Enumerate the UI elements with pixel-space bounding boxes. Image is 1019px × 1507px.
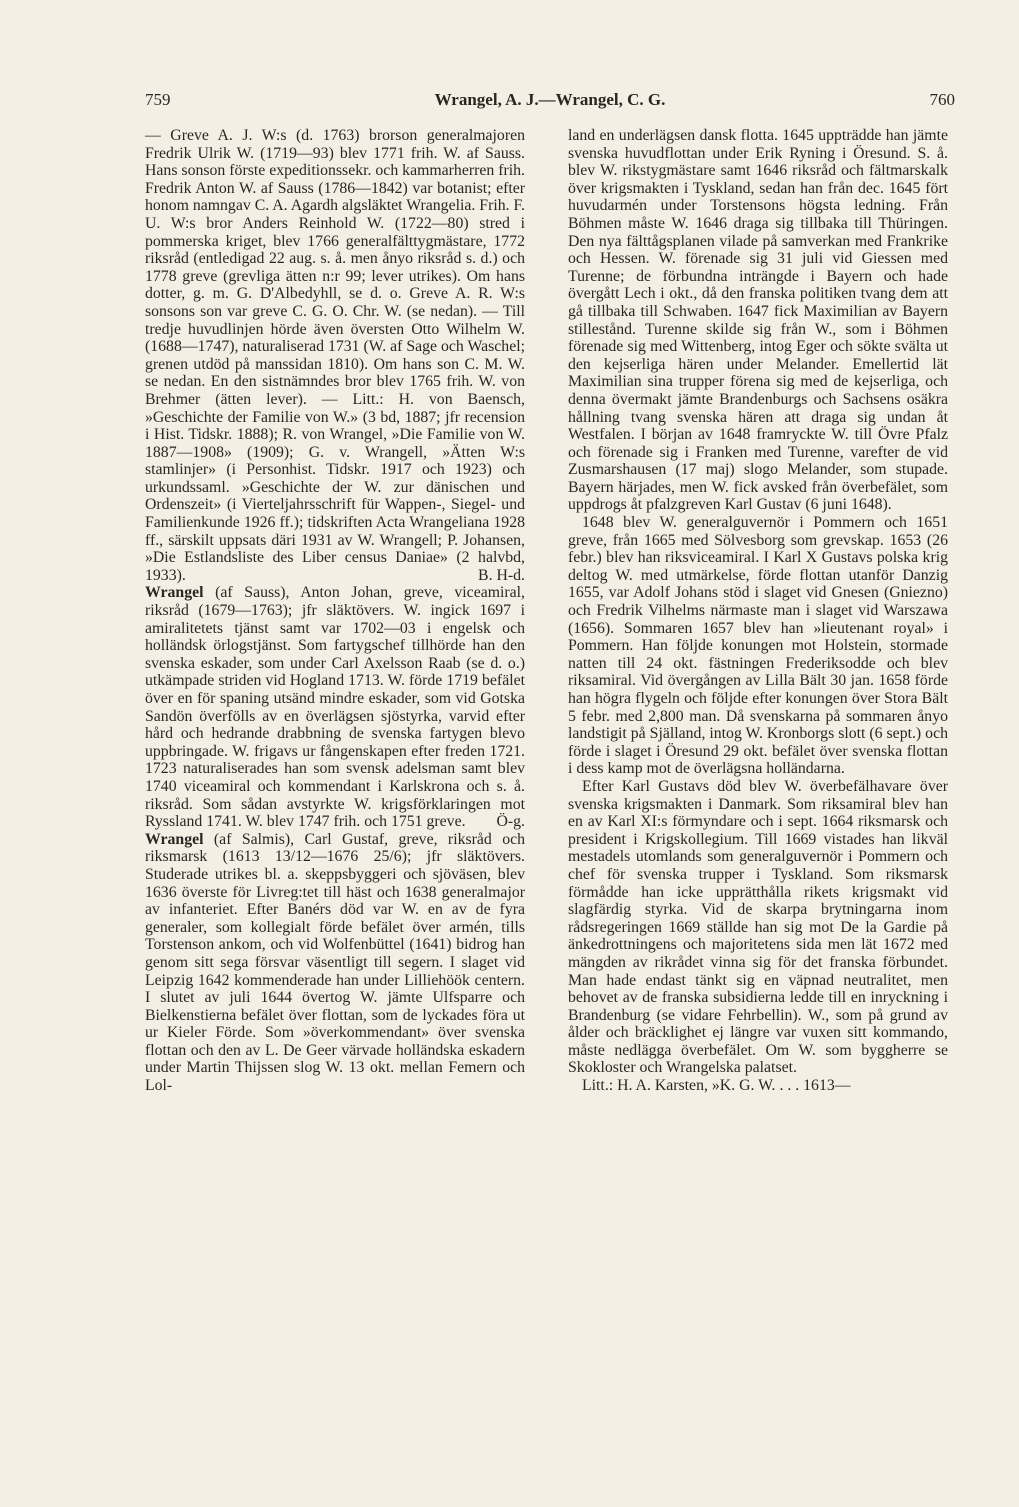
running-header [145,90,955,114]
family-overview-paragraph [145,127,525,584]
signature: B. H-d. [478,566,525,584]
entry-anton-johan [145,584,525,830]
paragraph: Efter Karl Gustavs död blev W. överbefälhavare över svenska krigsmakten i Danmark. Som riksamiral blev han en av Karl XI:s förmyndare och i sept. 1664 riksmarsk och president i Krigskollegium. Till 1669 vistades han likväl mestadels utomlands som generalguvernör i Pommern och chef för svenska trupper i Tyskland. Som riksmarsk förmådde han icke upprätthålla rikets krigsmakt vid slagfärdig styrka. Vid de skarpa brytningarna inom rådsregeringen 1669 ställde han sig mot De la Gardie på änkedrottningens och majoritetens sida men lät 1672 med mängden av rikrådet vinna sig för det franska förbundet. Man hade endast tänkt sig en väpnad neutralitet, men behovet av de franska subsidierna ledde till en inryckning i Brandenburg (se vidare Fehrbellin). W., som på grund av ålder och bräcklighet ej längre var vuxen sitt kommando, måste nedlägga överbefälet. Om W. som byggherre se Skokloster och Wrangelska palatset. [568,777,948,1077]
signature: Ö-g. [496,813,525,831]
entry-carl-gustaf [145,831,525,1095]
right-column [568,127,948,1095]
left-column [145,127,525,1095]
running-title: Wrangel, A. J.—Wrangel, C. G. [434,90,666,109]
paragraph: 1648 blev W. generalguvernör i Pommern och 1651 greve, från 1665 med Sölvesborg som grevskap. 1653 (26 febr.) blev han riksviceamiral. I Karl X Gustavs polska krig deltog W. med utmärkelse, förde flottan utanför Danzig 1655, var Adolf Johans stöd i slaget vid Gnesen (Gniezno) och Fredrik Vilhelms närmaste man i slaget vid Warszawa (1656). Sommaren 1657 blev han »lieutenant royal» i Pommern. Han följde konungen mot Holstein, stormade natten till 24 okt. fästningen Frederiksodde och blev riksamiral. Vid övergången av Lilla Bält 30 jan. 1658 förde han högra flygeln och följde efter konungen över Stora Bält 5 febr. med 2,800 man. Då svenskarna på sommaren ånyo landstigit på Själland, intog W. Kronborgs slott (6 sept.) och förde i slaget i Öresund 29 okt. befälet över svenska flottan i dess kamp mot de överlägsna holländarna. [568,514,948,778]
family-overview-text: — Greve A. J. W:s (d. 1763) brorson generalmajoren Fredrik Ulrik W. (1719—93) blev 1771 frih. W. af Sauss. Hans sonson förste expeditionssekr. och kammarherren frih. Fredrik Anton W. af Sauss (1786—1842) var botanist; efter honom namngav C. A. Agardh algsläktet Wrangelia. Frih. F. U. W:s bror Anders Reinhold W. (1722—80) stred i pommerska kriget, blev 1766 generalfälttygmästare, 1772 riksråd (entledigad 22 aug. s. å. men ånyo riksråd s. d.) och 1778 greve (grevliga ätten n:r 99; lever utrikes). Om hans dotter, g. m. G. D'Albedyhll, se d. o. Greve A. R. W:s sonsons son var greve C. G. O. Chr. W. (se nedan). — Till tredje huvudlinjen hörde även översten Otto Wilhelm W. (1688—1747), naturaliserad 1731 (W. af Sage och Waschel; grenen utdöd på manssidan 1810). Om hans son C. M. W. se nedan. En den sistnämndes bror blev 1765 frih. W. von Brehmer (ätten lever). — Litt.: H. von Baensch, »Geschichte der Familie von W.» (3 bd, 1887; jfr recension i Hist. Tidskr. 1888); R. von Wrangel, »Die Familie von W. 1887—1908» (1909); G. v. Wrangell, »Ätten W:s stamlinjer» (i Personhist. Tidskr. 1917 och 1923) och urkundssaml. »Geschichte der W. zur dänischen und Ordenszeit» (i Vierteljahrsschrift für Wappen-, Siegel- und Familienkunde 1926 ff.); tidskriften Acta Wrangeliana 1928 ff., särskilt uppsats däri 1931 av W. Wrangell; P. Johansen, »Die Estlandsliste des Liber census Daniae» (2 halvbd, 1933). [145,127,525,584]
entry-headword: Wrangel [145,584,204,602]
entry-headword: Wrangel [145,830,204,848]
entry-body: (af Salmis), Carl Gustaf, greve, riksråd och riksmarsk (1613 13/12—1676 25/6); jfr släktövers. Studerade utrikes bl. a. skeppsbyggeri och sjöväsen, blev 1636 överste för Livreg:tet till häst och 1638 generalmajor av infanteriet. Efter Banérs död var W. en av de fyra generaler, som kollegialt förde befälet över armén, tills Torstenson ankom, och vid Wolfenbüttel (1641) bidrog han genom sitt sega försvar väsentligt till segern. I slaget vid Leipzig 1642 kommenderade han under Lilliehöök centern. I slutet av juli 1644 övertog W. jämte Ulfsparre och Bielkenstierna befälet över flottan, som de lyckades föra ut ur Kieler Förde. Som »överkommendant» över svenska flottan och den av L. De Geer värvade holländska eskadern under Martin Thijssen slog W. 13 okt. mellan Femern och Lol- [145,830,525,1095]
entry-body: (af Sauss), Anton Johan, greve, viceamiral, riksråd (1679—1763); jfr släktövers. W. ingick 1697 i amiralitetets tjänst samt var 1702—03 i engelsk och holländsk örlogstjänst. Som fartygschef tillhörde han den svenska eskader, som under Carl Axelsson Raab (se d. o.) utkämpade striden vid Hogland 1713. W. förde 1719 befälet över en för spaning utsänd mindre eskader, som vid Gotska Sandön överfölls av en överlägsen sjöstyrka, varvid efter hård och hedrande drabbning de svenska fartygen blevo uppbringade. W. frigavs ur fångenskapen efter freden 1721. 1723 naturaliserades han som svensk adelsman samt blev 1740 viceamiral och kommendant i Karlskrona och s. å. riksråd. Som sådan avstyrkte W. krigsförklaringen mot Ryssland 1741. W. blev 1747 frih. och 1751 greve. [145,584,526,831]
page-number-left: 759 [145,90,171,109]
page-number-right: 760 [929,90,955,109]
literature-reference: Litt.: H. A. Karsten, »K. G. W. . . . 1613— [582,1077,851,1095]
paragraph: land en underlägsen dansk flotta. 1645 uppträdde han jämte svenska huvudflottan under Erik Ryning i Öresund. S. å. blev W. rikstygmästare samt 1646 riksråd och fältmarskalk över krigsmakten i Tyskland, sedan han från dec. 1645 fört huvudarmén under Torstensons högsta ledning. Från Böhmen måste W. 1646 draga sig tillbaka till Thüringen. Den nya fälttågsplanen vilade på samverkan med Frankrike och Hessen. W. förenade sig 31 juli vid Giessen med Turenne; de förbundna inträngde i Bayern och hade övergått Lech i okt., då den franska politiken tvang dem att gå tillbaka till Schwaben. 1647 fick Maximilian av Bayern stillestånd. Turenne skilde sig från W., som i Böhmen förenade sig med Wittenberg, intog Eger och sökte svälta ut den kejserliga hären under Melander. Emellertid lät Maximilian sina trupper förena sig med de kejserliga, och denna övermakt jämte Brandenburgs och Sachsens osäkra hållning tvang svenska hären att draga sig undan åt Westfalen. I början av 1648 framryckte W. till Övre Pfalz och förenade sig i Franken med Turenne, varefter de vid Zusmarshausen (17 maj) slogo Melander, som stupade. Bayern härjades, men W. fick avsked från överbefälet, som uppdrogs åt pfalzgreven Karl Gustav (6 juni 1648). [568,127,948,514]
